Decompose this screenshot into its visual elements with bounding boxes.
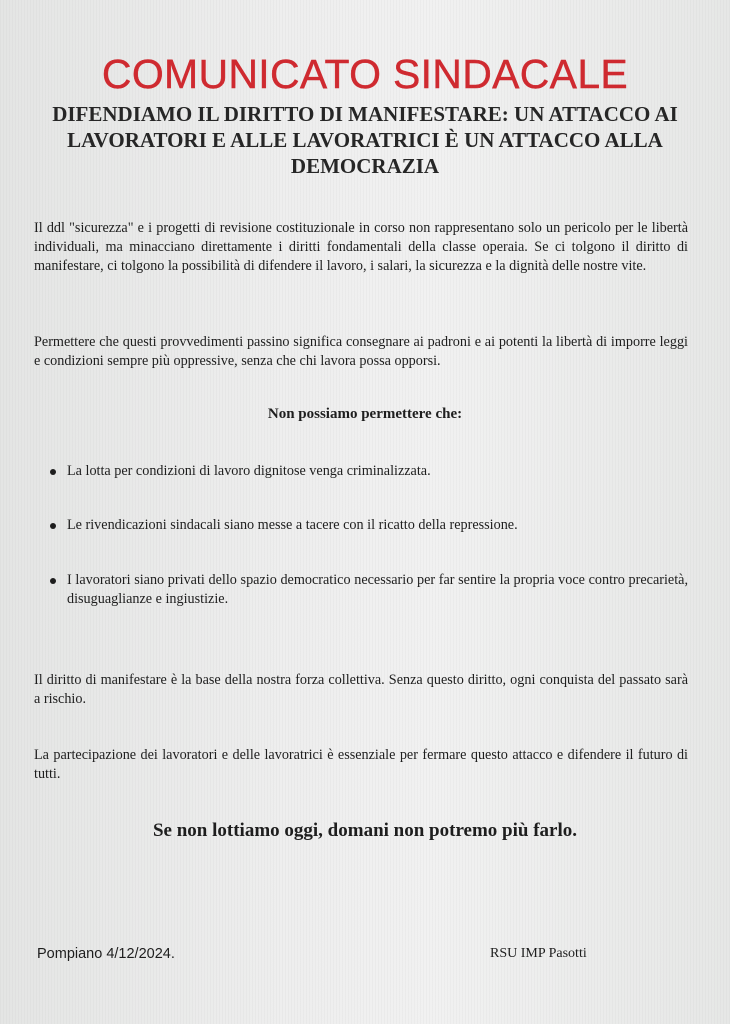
place-date: Pompiano 4/12/2024. (37, 946, 175, 962)
closing-statement: Se non lottiamo oggi, domani non potremo più farlo. (152, 820, 578, 841)
bullet-item (50, 571, 688, 609)
bullet-dot-icon (50, 523, 56, 529)
bullet-dot-icon (50, 469, 56, 475)
bullet-item (50, 462, 688, 481)
paragraph-intro: Il ddl "sicurezza" e i progetti di revisione costituzionale in corso non rappresentano solo un pericolo per le libertà individuali, ma minacciano direttamente i diritti fondamentali della classe operaia. Se ci tolgono il diritto di manifestare, ci tolgono la possibilità di difendere il lavoro, i salari, la sicurezza e la dignità delle nostre vite. (34, 220, 688, 274)
bullet-dot-icon (50, 578, 56, 584)
bullet-text: I lavoratori siano privati dello spazio democratico necessario per far sentire la propria voce contro precarietà, disuguaglianze e ingiustizie. (67, 572, 688, 607)
list-lead: Non possiamo permettere che: (267, 406, 463, 422)
bullet-text: Le rivendicazioni sindacali siano messe a tacere con il ricatto della repressione. (67, 517, 518, 533)
signature: RSU IMP Pasotti (490, 946, 587, 961)
bullet-item (50, 516, 688, 535)
document-subtitle: DIFENDIAMO IL DIRITTO DI MANIFESTARE: UN ATTACCO AI LAVORATORI E ALLE LAVORATRICI È UN ATTACCO ALLA DEMOCRAZIA (52, 102, 678, 178)
paragraph-collective-force: Il diritto di manifestare è la base della nostra forza collettiva. Senza questo diritto, ogni conquista del passato sarà a rischio. (34, 672, 688, 707)
bullet-text: La lotta per condizioni di lavoro dignitose venga criminalizzata. (67, 463, 431, 479)
paragraph-participation: La partecipazione dei lavoratori e delle lavoratrici è essenziale per fermare questo attacco e difendere il futuro di tutti. (34, 747, 688, 782)
document-title: COMUNICATO SINDACALE (101, 51, 629, 98)
paragraph-consequences: Permettere che questi provvedimenti passino significa consegnare ai padroni e ai potenti la libertà di imporre leggi e condizioni sempre più oppressive, senza che chi lavora possa opporsi. (34, 334, 688, 369)
